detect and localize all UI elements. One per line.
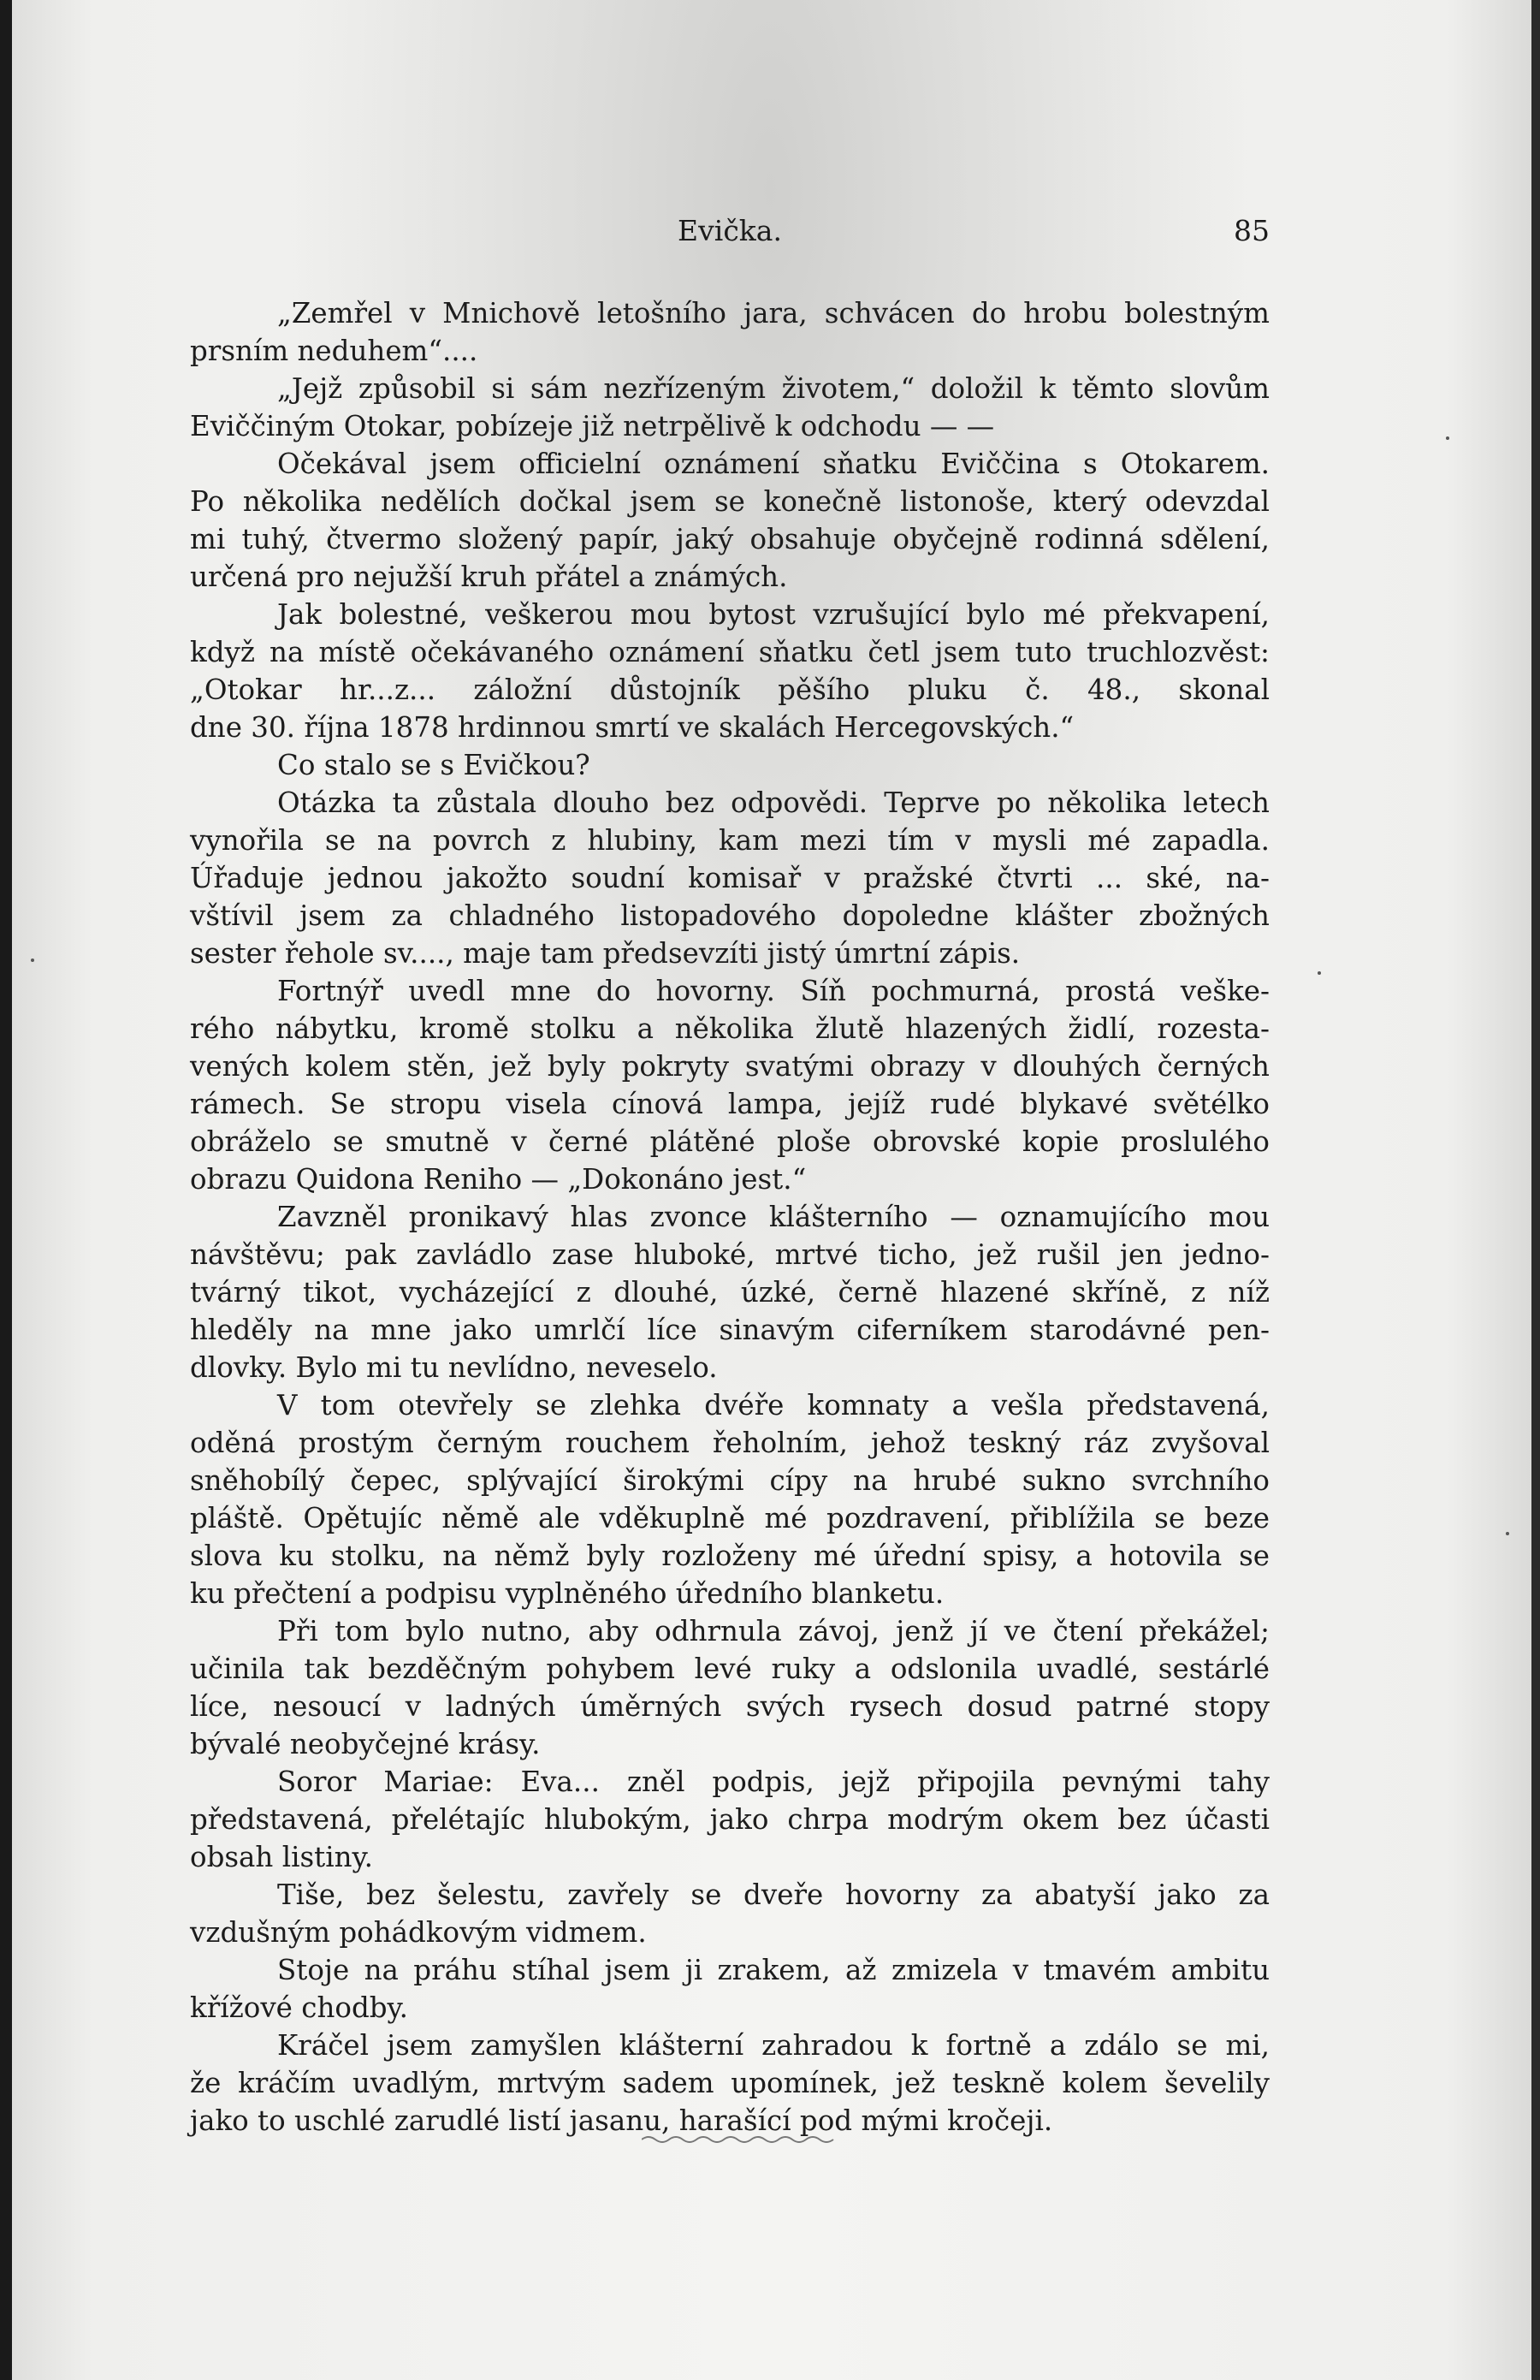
text-line: mi tuhý, čtvermo složený papír, jaký obsahuje obyčejně rodinná sdělení, — [190, 523, 1270, 555]
end-ornament — [642, 2131, 838, 2148]
text-line: „Jejž způsobil si sám nezřízeným životem,“ doložil k těmto slovům — [277, 372, 1270, 405]
text-line: prsním neduhem“.... — [190, 335, 478, 367]
text-line: rého nábytku, kromě stolku a několika žlutě hlazených židlí, rozesta- — [190, 1012, 1270, 1045]
text-line: obráželo se smutně v černé plátěné ploše obrovské kopie proslulého — [190, 1125, 1270, 1158]
text-line: rámech. Se stropu visela cínová lampa, jejíž rudé blykavé světélko — [190, 1088, 1270, 1120]
scan-left-border — [0, 0, 12, 2380]
text-line: Otázka ta zůstala dlouho bez odpovědi. Teprve po několika letech — [277, 786, 1270, 819]
text-line: jako to uschlé zarudlé listí jasanu, harašící pod mými kročeji. — [190, 2104, 1053, 2137]
text-line: slova ku stolku, na němž byly rozloženy mé úřední spisy, a hotovila se — [190, 1540, 1270, 1572]
text-line: Eviččiným Otokar, pobízeje již netrpělivě k odchodu — — — [190, 410, 995, 442]
scan-right-border — [1531, 0, 1540, 2380]
text-line: vzdušným pohádkovým vidmem. — [190, 1916, 647, 1949]
text-line: Zavzněl pronikavý hlas zvonce klášterního — oznamujícího mou — [277, 1201, 1270, 1233]
text-line: „Otokar hr...z... záložní důstojník pěšího pluku č. 48., skonal — [190, 674, 1270, 706]
text-line: sester řehole sv...., maje tam předsevzíti jistý úmrtní zápis. — [190, 937, 1021, 970]
page-number: 85 — [1234, 214, 1270, 247]
text-line: křížové chodby. — [190, 1991, 408, 2024]
text-line: hleděly na mne jako umrlčí líce sinavým ciferníkem starodávné pen- — [190, 1314, 1270, 1346]
text-line: návštěvu; pak zavládlo zase hluboké, mrtvé ticho, jež rušil jen jedno- — [190, 1238, 1270, 1271]
text-line: když na místě očekávaného oznámení sňatku četl jsem tuto truchlozvěst: — [190, 636, 1270, 668]
text-line: že kráčím uvadlým, mrtvým sadem upomínek, jež teskně kolem ševelily — [190, 2067, 1270, 2099]
scan-speck — [31, 959, 34, 962]
scan-speck — [1318, 971, 1321, 975]
text-line: pláště. Opětujíc němě ale vděkuplně mé pozdravení, přiblížila se beze — [190, 1502, 1270, 1534]
text-line: vštívil jsem za chladného listopadového dopoledne klášter zbožných — [190, 899, 1270, 932]
text-line: Při tom bylo nutno, aby odhrnula závoj, jenž jí ve čtení překážel; — [277, 1615, 1270, 1647]
text-line: učinila tak bezděčným pohybem levé ruky a odslonila uvadlé, sestárlé — [190, 1653, 1270, 1685]
text-line: Soror Mariae: Eva... zněl podpis, jejž připojila pevnými tahy — [277, 1766, 1270, 1798]
text-line: dlovky. Bylo mi tu nevlídno, neveselo. — [190, 1351, 718, 1384]
text-line: Úřaduje jednou jakožto soudní komisař v pražské čtvrti ... ské, na- — [190, 862, 1270, 894]
scan-speck — [1446, 436, 1449, 440]
text-line: obrazu Quidona Reniho — „Dokonáno jest.“ — [190, 1163, 807, 1196]
text-line: líce, nesoucí v ladných úměrných svých rysech dosud patrné stopy — [190, 1690, 1270, 1723]
text-line: Co stalo se s Evičkou? — [277, 749, 590, 781]
text-line: dne 30. října 1878 hrdinnou smrtí ve skalách Hercegovských.“ — [190, 711, 1075, 744]
text-line: Jak bolestné, veškerou mou bytost vzrušující bylo mé překvapení, — [277, 598, 1270, 631]
page-header — [190, 214, 1270, 257]
text-line: ku přečtení a podpisu vyplněného úředního blanketu. — [190, 1577, 945, 1610]
text-line: obsah listiny. — [190, 1841, 373, 1873]
text-line: bývalé neobyčejné krásy. — [190, 1728, 541, 1760]
body-text — [190, 294, 1270, 2140]
text-line: Stoje na práhu stíhal jsem ji zrakem, až zmizela v tmavém ambitu — [277, 1954, 1270, 1986]
text-line: představená, přelétajíc hlubokým, jako chrpa modrým okem bez účasti — [190, 1803, 1270, 1836]
running-title: Evička. — [678, 214, 782, 247]
text-line: Tiše, bez šelestu, zavřely se dveře hovorny za abatyší jako za — [277, 1878, 1270, 1911]
scan-speck — [1506, 1532, 1509, 1535]
text-line: Kráčel jsem zamyšlen klášterní zahradou k fortně a zdálo se mi, — [277, 2029, 1270, 2062]
text-line: vených kolem stěn, jež byly pokryty svatými obrazy v dlouhých černých — [190, 1050, 1270, 1083]
text-line: tvárný tikot, vycházející z dlouhé, úzké, černě hlazené skříně, z níž — [190, 1276, 1270, 1309]
text-line: vynořila se na povrch z hlubiny, kam mezi tím v mysli mé zapadla. — [190, 824, 1270, 857]
text-line: V tom otevřely se zlehka dvéře komnaty a vešla představená, — [277, 1389, 1270, 1421]
text-line: Po několika nedělích dočkal jsem se konečně listonoše, který odevzdal — [190, 485, 1270, 518]
text-line: oděná prostým černým rouchem řeholním, jehož teskný ráz zvyšoval — [190, 1427, 1270, 1459]
text-line: určená pro nejužší kruh přátel a známých. — [190, 561, 788, 593]
text-line: Fortnýř uvedl mne do hovorny. Síň pochmurná, prostá veške- — [277, 975, 1270, 1007]
text-line: „Zemřel v Mnichově letošního jara, schvácen do hrobu bolestným — [277, 297, 1270, 329]
text-line: Očekával jsem officielní oznámení sňatku Eviččina s Otokarem. — [277, 448, 1270, 480]
text-line: sněhobílý čepec, splývající širokými cípy na hrubé sukno svrchního — [190, 1464, 1270, 1497]
